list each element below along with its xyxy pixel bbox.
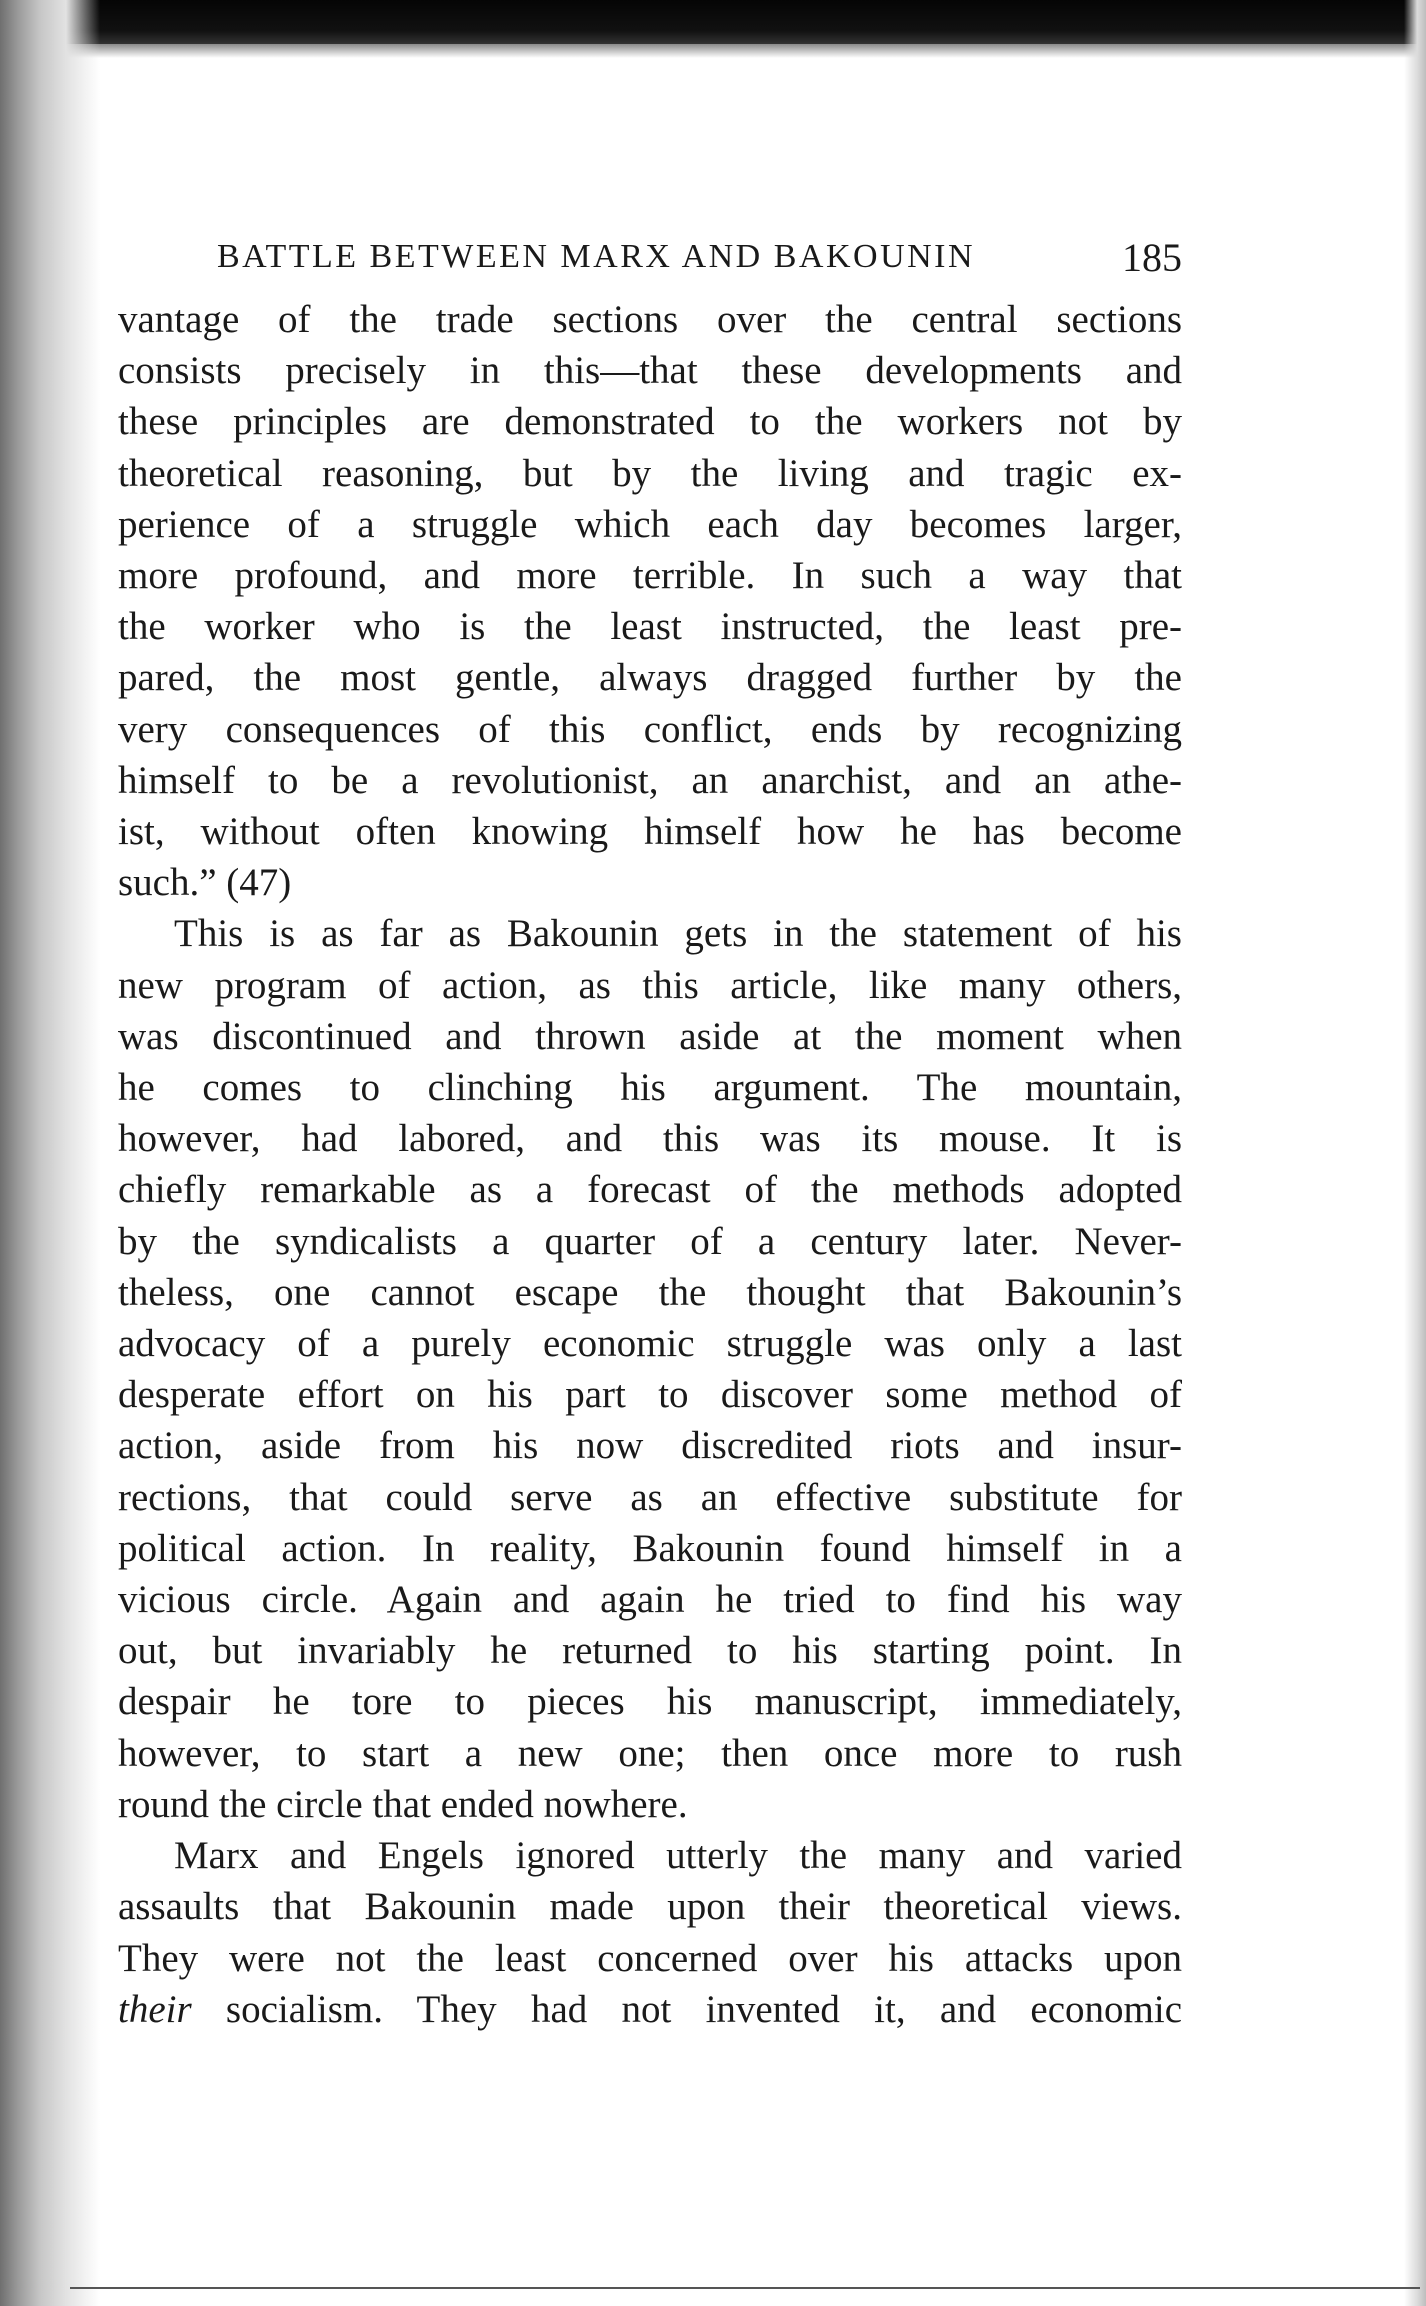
- scan-binding-shadow: [0, 0, 100, 2306]
- scan-top-shadow: [0, 44, 1426, 58]
- page-number: 185: [1122, 235, 1182, 280]
- text-line: This is as far as Bakounin gets in the statement of his: [174, 912, 1182, 956]
- text-line: however, to start a new one; then once more to rush: [118, 1731, 1182, 1775]
- text-line: he comes to clinching his argument. The mountain,: [118, 1066, 1182, 1110]
- text-line: rections, that could serve as an effective substitute for: [118, 1475, 1182, 1519]
- text-line: advocacy of a purely economic struggle was only a last: [118, 1322, 1182, 1366]
- scan-right-edge: [1404, 0, 1426, 2306]
- text-line: Marx and Engels ignored utterly the many and varied: [174, 1834, 1182, 1878]
- text-line-mixed: [118, 1984, 1182, 2035]
- text-line: theoretical reasoning, but by the living and tragic ex-: [118, 451, 1182, 495]
- text-line: round the circle that ended nowhere.: [118, 1782, 688, 1826]
- text-line: assaults that Bakounin made upon their theoretical views.: [118, 1885, 1182, 1929]
- text-line: the worker who is the least instructed, the least pre-: [118, 605, 1182, 649]
- paragraph-2: [118, 908, 1182, 1830]
- text-line: new program of action, as this article, like many others,: [118, 963, 1182, 1007]
- text-line: ist, without often knowing himself how he has become: [118, 810, 1182, 854]
- text-line: such.” (47): [118, 861, 292, 905]
- scan-bottom-rule: [70, 2287, 1420, 2289]
- text-line: consists precisely in this—that these developments and: [118, 349, 1182, 393]
- text-line: out, but invariably he returned to his starting point. In: [118, 1629, 1182, 1673]
- text-line: more profound, and more terrible. In such a way that: [118, 554, 1182, 598]
- text-line: despair he tore to pieces his manuscript, immediately,: [118, 1680, 1182, 1724]
- book-page: [118, 230, 1182, 2035]
- text-line: these principles are demonstrated to the workers not by: [118, 400, 1182, 444]
- text-line: desperate effort on his part to discover some method of: [118, 1373, 1182, 1417]
- text-line: action, aside from his now discredited riots and insur-: [118, 1424, 1182, 1468]
- running-head-title: BATTLE BETWEEN MARX AND BAKOUNIN: [217, 238, 976, 275]
- text-line: political action. In reality, Bakounin found himself in a: [118, 1526, 1182, 1570]
- text-line: by the syndicalists a quarter of a century later. Never-: [118, 1219, 1182, 1263]
- text-line: theless, one cannot escape the thought that Bakounin’s: [118, 1270, 1182, 1314]
- paragraph-3: [118, 1830, 1182, 2035]
- text-line: very consequences of this conflict, ends by recognizing: [118, 707, 1182, 751]
- running-head: [118, 230, 1182, 294]
- text-line: vantage of the trade sections over the central sections: [118, 298, 1182, 341]
- text-line: pared, the most gentle, always dragged further by the: [118, 656, 1182, 700]
- italic-word: their: [118, 1987, 192, 2031]
- text-run: socialism. They had not invented it, and economic: [191, 1987, 1182, 2031]
- text-line: himself to be a revolutionist, an anarchist, and an athe-: [118, 758, 1182, 802]
- text-line: vicious circle. Again and again he tried to find his way: [118, 1578, 1182, 1622]
- text-line: perience of a struggle which each day becomes larger,: [118, 502, 1182, 546]
- text-line: was discontinued and thrown aside at the moment when: [118, 1014, 1182, 1058]
- scan-top-border: [0, 0, 1426, 44]
- text-line: chiefly remarkable as a forecast of the methods adopted: [118, 1168, 1182, 1212]
- text-line: They were not the least concerned over his attacks upon: [118, 1936, 1182, 1980]
- paragraph-1: [118, 294, 1182, 908]
- text-line: however, had labored, and this was its mouse. It is: [118, 1117, 1182, 1161]
